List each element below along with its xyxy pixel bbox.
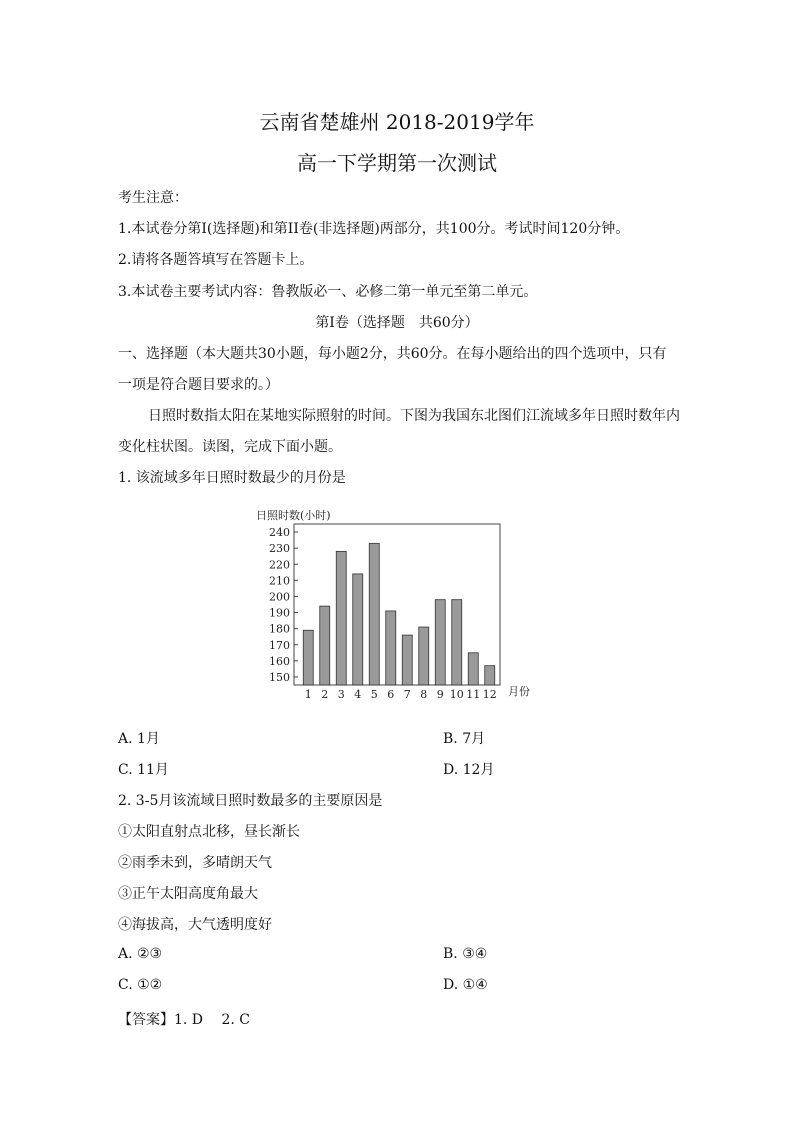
y-tick-label: 240 <box>269 526 290 540</box>
stem-line-2: 变化柱状图。读图，完成下面小题。 <box>118 439 342 455</box>
y-tick-label: 190 <box>269 606 290 620</box>
answer-line <box>118 1009 250 1029</box>
q2-option-a[interactable]: A. ②③ <box>118 946 163 962</box>
y-tick-label: 160 <box>269 654 290 668</box>
notice-1: 1.本试卷分第Ⅰ(选择题)和第II卷(非选择题)两部分，共100分。考试时间120分钟。 <box>118 221 630 237</box>
q2-statement-1: ①太阳直射点北移，昼长渐长 <box>118 824 300 840</box>
q2-statement-3: ③正午太阳高度角最大 <box>118 886 258 902</box>
bar-month-3 <box>336 551 346 685</box>
answer-text: 1. D 2. C <box>174 1012 251 1028</box>
bar-month-1 <box>303 630 313 685</box>
bar-month-2 <box>320 606 330 685</box>
title-line-2: 高一下学期第一次测试 <box>297 151 497 175</box>
x-tick-label: 2 <box>321 688 329 701</box>
q1-option-b[interactable]: B. 7月 <box>443 731 486 747</box>
bar-month-4 <box>353 574 363 685</box>
x-tick-label: 3 <box>337 688 345 701</box>
bar-month-8 <box>419 627 429 685</box>
y-tick-label: 230 <box>269 542 290 556</box>
q2-option-d[interactable]: D. ①④ <box>443 977 488 993</box>
answer-label: 【答案】 <box>118 1012 174 1028</box>
bar-month-11 <box>468 653 478 685</box>
y-tick-label: 180 <box>269 622 290 636</box>
y-tick-label: 200 <box>269 590 290 604</box>
y-tick-label: 220 <box>269 558 290 572</box>
y-tick-label: 150 <box>269 670 290 684</box>
bar-month-10 <box>452 600 462 685</box>
y-tick-label: 170 <box>269 638 290 652</box>
x-tick-label: 1 <box>304 688 312 701</box>
q2-option-b[interactable]: B. ③④ <box>443 946 488 962</box>
x-tick-label: 11 <box>466 688 481 701</box>
notice-3: 3.本试卷主要考试内容：鲁教版必一、必修二第一单元至第二单元。 <box>118 284 538 300</box>
bar-month-12 <box>485 666 495 685</box>
x-tick-label: 6 <box>387 688 395 701</box>
x-tick-label: 4 <box>354 688 362 701</box>
x-tick-label: 5 <box>370 688 378 701</box>
stem-line-1: 日照时数指太阳在某地实际照射的时间。下图为我国东北图们江流域多年日照时数年内 <box>148 408 680 424</box>
q2-option-c[interactable]: C. ①② <box>118 977 163 993</box>
bar-month-5 <box>369 543 379 685</box>
section-intro-1: 一、选择题（本大题共30小题，每小题2分，共60分。在每小题给出的四个选项中，只有 <box>118 346 667 362</box>
notice-heading: 考生注意： <box>118 190 188 206</box>
q1-option-a[interactable]: A. 1月 <box>118 731 160 747</box>
q1-option-c[interactable]: C. 11月 <box>118 762 169 778</box>
bar-month-6 <box>386 611 396 685</box>
x-tick-label: 10 <box>449 688 464 701</box>
section-title: 第Ⅰ卷（选择题 共60分） <box>315 315 479 331</box>
section-intro-2: 一项是符合题目要求的。） <box>118 377 279 393</box>
bar-month-7 <box>402 635 412 685</box>
x-tick-label: 12 <box>482 688 497 701</box>
question-1: 1. 该流域多年日照时数最少的月份是 <box>118 470 346 486</box>
title-line-1: 云南省楚雄州 2018-2019学年 <box>259 110 535 134</box>
sunshine-bar-chart <box>250 505 550 705</box>
chart-ylabel: 日照时数(小时) <box>256 509 331 522</box>
q2-statement-2: ②雨季未到，多晴朗天气 <box>118 855 272 871</box>
chart-xlabel: 月份 <box>508 685 530 698</box>
x-tick-label: 7 <box>403 688 411 701</box>
y-tick-label: 210 <box>269 574 290 588</box>
x-tick-label: 8 <box>420 688 428 701</box>
q2-statement-4: ④海拔高，大气透明度好 <box>118 917 272 933</box>
x-tick-label: 9 <box>436 688 444 701</box>
question-2: 2. 3-5月该流域日照时数最多的主要原因是 <box>118 793 383 809</box>
q1-option-d[interactable]: D. 12月 <box>443 762 495 778</box>
bar-month-9 <box>435 600 445 685</box>
notice-2: 2.请将各题答填写在答题卡上。 <box>118 252 314 268</box>
